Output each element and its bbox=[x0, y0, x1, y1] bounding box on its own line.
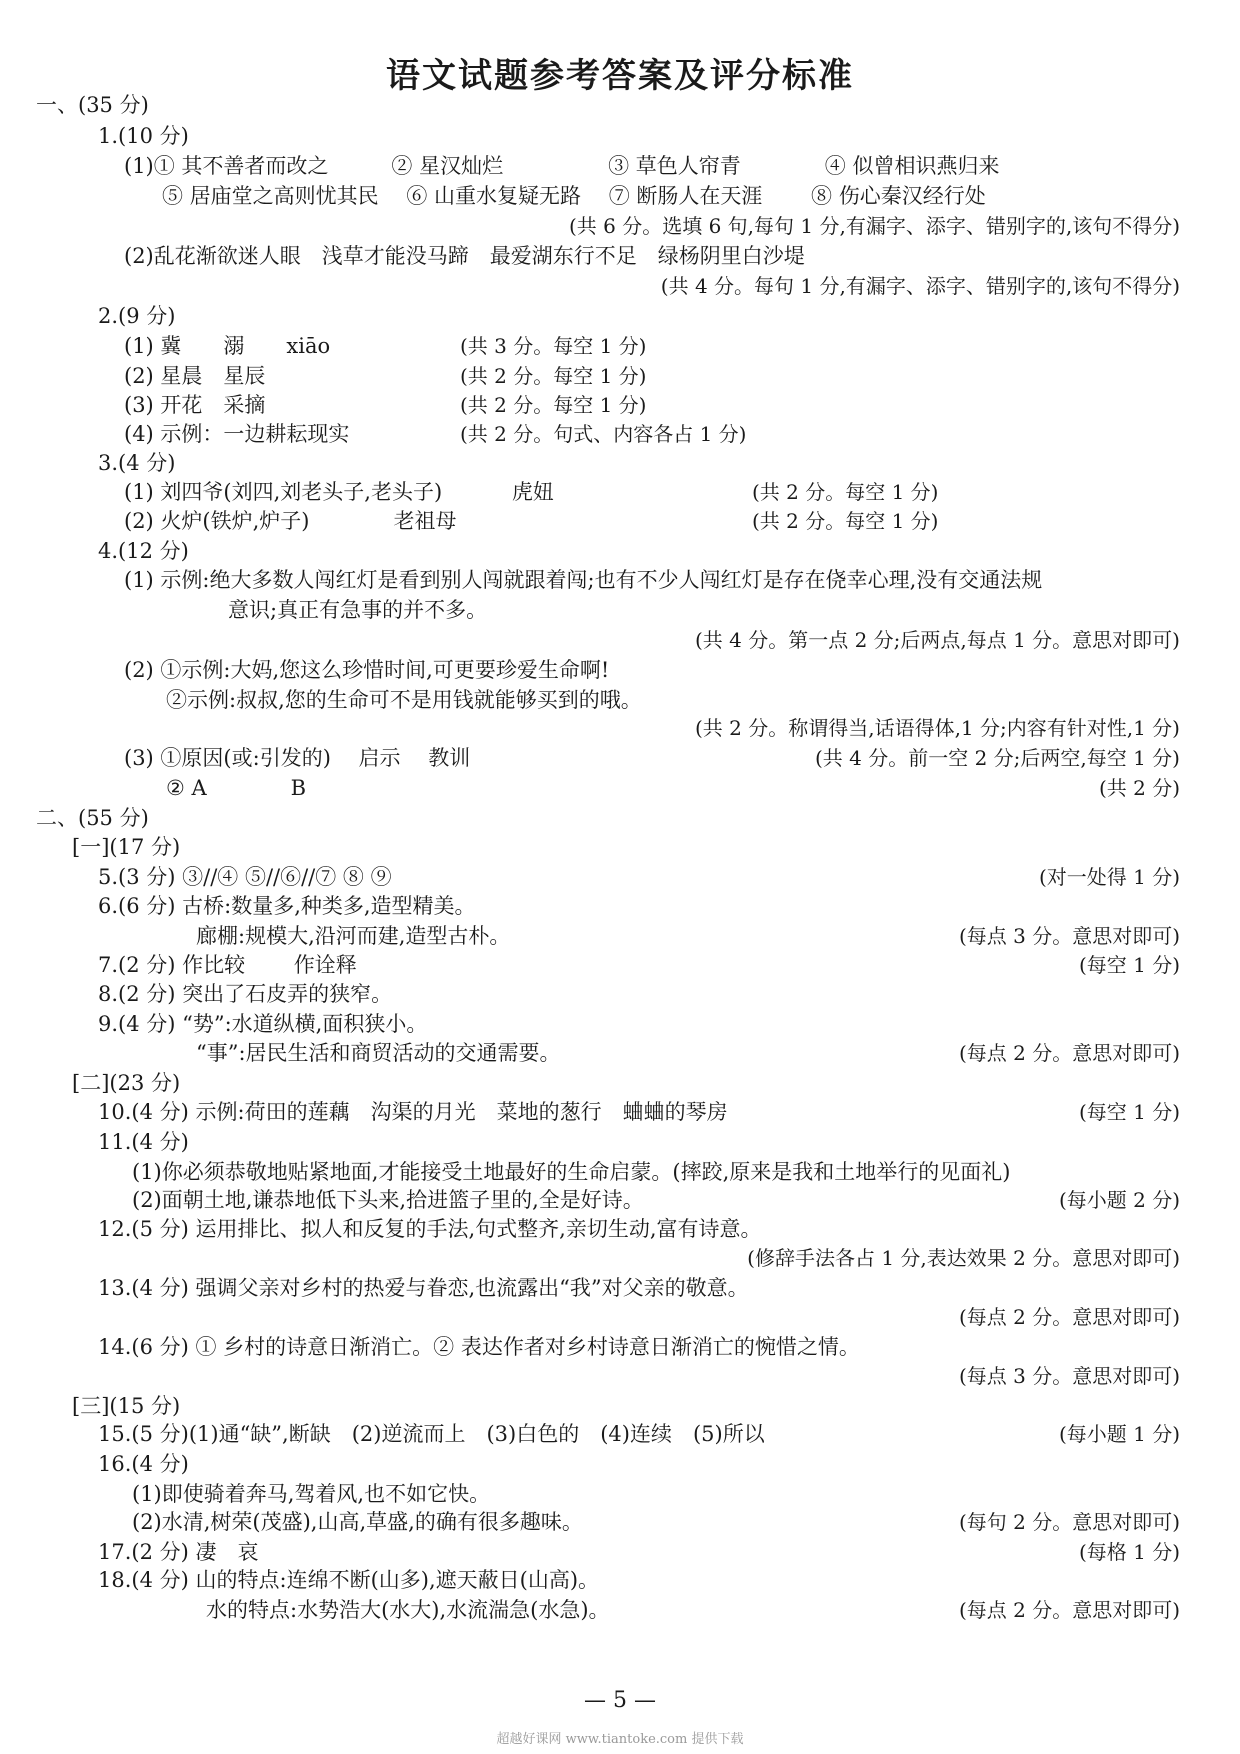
answer-line: (2) 星晨 星辰 bbox=[124, 364, 266, 388]
answer-line: 6.(6 分) 古桥:数量多,种类多,造型精美。 bbox=[98, 894, 476, 918]
answer-line: 3.(4 分) bbox=[98, 451, 176, 475]
scoring-note: (每空 1 分) bbox=[1078, 1100, 1180, 1124]
scoring-note: (每点 2 分。意思对即可) bbox=[958, 1598, 1180, 1622]
scoring-note: (每点 3 分。意思对即可) bbox=[958, 1364, 1180, 1388]
answer-line: (1) 刘四爷(刘四,刘老头子,老头子) 虎妞 bbox=[124, 480, 554, 504]
answer-line: (2)水清,树荣(茂盛),山高,草盛,的确有很多趣味。 bbox=[132, 1510, 583, 1534]
answer-line: 13.(4 分) 强调父亲对乡村的热爱与眷恋,也流露出“我”对父亲的敬意。 bbox=[98, 1276, 749, 1300]
answer-line: (4) 示例：一边耕耘现实 bbox=[124, 422, 350, 446]
scoring-note: (每点 2 分。意思对即可) bbox=[958, 1305, 1180, 1329]
scoring-note: (共 2 分。每空 1 分) bbox=[460, 364, 647, 388]
answer-line: 11.(4 分) bbox=[98, 1130, 189, 1154]
answer-line: (3) 开花 采摘 bbox=[124, 393, 266, 417]
answer-line: (2) ①示例:大妈,您这么珍惜时间,可更要珍爱生命啊! bbox=[124, 658, 610, 682]
scoring-note: (每句 2 分。意思对即可) bbox=[958, 1510, 1180, 1534]
answer-line: (3) ①原因(或:引发的) 启示 教训 bbox=[124, 746, 471, 770]
page-number: — 5 — bbox=[584, 1688, 656, 1713]
answer-line: (2)面朝土地,谦恭地低下头来,拾进篮子里的,全是好诗。 bbox=[132, 1188, 644, 1212]
answer-line: (1) 冀 溺 xiāo bbox=[124, 334, 331, 358]
scoring-note: (共 6 分。选填 6 句,每句 1 分,有漏字、添字、错别字的,该句不得分) bbox=[569, 214, 1180, 238]
answer-line: ⑤ 居庙堂之高则忧其民 ⑥ 山重水复疑无路 ⑦ 断肠人在天涯 ⑧ 伤心秦汉经行处 bbox=[162, 184, 986, 208]
scoring-note: (共 2 分。称谓得当,话语得体,1 分;内容有针对性,1 分) bbox=[694, 716, 1180, 740]
answer-line: (1)你必须恭敬地贴紧地面,才能接受土地最好的生命启蒙。(摔跤,原来是我和土地举行的见面礼) bbox=[132, 1160, 1011, 1184]
scoring-note: (每小题 1 分) bbox=[1058, 1422, 1180, 1446]
answer-line: 水的特点:水势浩大(水大),水流湍急(水急)。 bbox=[206, 1598, 610, 1622]
answer-line: 二、(55 分) bbox=[36, 806, 149, 830]
answer-line: 8.(2 分) 突出了石皮弄的狭窄。 bbox=[98, 982, 393, 1006]
scoring-note: (每空 1 分) bbox=[1078, 953, 1180, 977]
scoring-note: (共 4 分。前一空 2 分;后两空,每空 1 分) bbox=[814, 746, 1180, 770]
scoring-note: (每格 1 分) bbox=[1078, 1540, 1180, 1564]
answer-line: ② A B bbox=[166, 776, 307, 800]
scoring-note: (共 2 分。每空 1 分) bbox=[752, 509, 939, 533]
answer-line: 9.(4 分) “势”:水道纵横,面积狭小。 bbox=[98, 1012, 428, 1036]
scoring-note: (共 2 分) bbox=[1098, 776, 1180, 800]
scoring-note: (共 2 分。句式、内容各占 1 分) bbox=[460, 422, 747, 446]
answer-line: 18.(4 分) 山的特点:连绵不断(山多),遮天蔽日(山高)。 bbox=[98, 1568, 600, 1592]
scoring-note: (每点 3 分。意思对即可) bbox=[958, 924, 1180, 948]
answer-line: (2) 火炉(铁炉,炉子) 老祖母 bbox=[124, 509, 457, 533]
answer-line: 7.(2 分) 作比较 作诠释 bbox=[98, 953, 357, 977]
answer-line: 10.(4 分) 示例:荷田的莲藕 沟渠的月光 菜地的葱行 蛐蛐的琴房 bbox=[98, 1100, 728, 1124]
answer-line: 5.(3 分) ③//④ ⑤//⑥//⑦ ⑧ ⑨ bbox=[98, 865, 392, 889]
answer-line: 意识;真正有急事的并不多。 bbox=[228, 598, 488, 622]
answer-line: (2)乱花渐欲迷人眼 浅草才能没马蹄 最爱湖东行不足 绿杨阴里白沙堤 bbox=[124, 244, 805, 268]
answer-line: 12.(5 分) 运用排比、拟人和反复的手法,句式整齐,亲切生动,富有诗意。 bbox=[98, 1217, 762, 1241]
scoring-note: (共 4 分。第一点 2 分;后两点,每点 1 分。意思对即可) bbox=[694, 628, 1180, 652]
answer-line: 15.(5 分)(1)通“缺”,断缺 (2)逆流而上 (3)白色的 (4)连续 (5)所以 bbox=[98, 1422, 765, 1446]
answer-line: 16.(4 分) bbox=[98, 1452, 189, 1476]
scoring-note: (共 4 分。每句 1 分,有漏字、添字、错别字的,该句不得分) bbox=[660, 274, 1180, 298]
answer-line: “事”:居民生活和商贸活动的交通需要。 bbox=[196, 1041, 561, 1065]
scoring-note: (每点 2 分。意思对即可) bbox=[958, 1041, 1180, 1065]
answer-line: (1)即使骑着奔马,驾着风,也不如它快。 bbox=[132, 1482, 491, 1506]
answer-line: 廊棚:规模大,沿河而建,造型古朴。 bbox=[196, 924, 511, 948]
answer-line: 14.(6 分) ① 乡村的诗意日渐消亡。② 表达作者对乡村诗意日渐消亡的惋惜之情。 bbox=[98, 1335, 860, 1359]
answer-line: (1) 示例:绝大多数人闯红灯是看到别人闯就跟着闯;也有不少人闯红灯是存在侥幸心理,没有交通法规 bbox=[124, 568, 1043, 592]
answer-line: [一](17 分) bbox=[72, 835, 181, 859]
scoring-note: (每小题 2 分) bbox=[1058, 1188, 1180, 1212]
scoring-note: (共 2 分。每空 1 分) bbox=[460, 393, 647, 417]
answer-line: (1)① 其不善者而改之 ② 星汉灿烂 ③ 草色人帘青 ④ 似曾相识燕归来 bbox=[124, 154, 1000, 178]
scoring-note: (共 2 分。每空 1 分) bbox=[752, 480, 939, 504]
page-title: 语文试题参考答案及评分标准 bbox=[386, 56, 854, 96]
answer-line: [二](23 分) bbox=[72, 1071, 181, 1095]
answer-line: ②示例:叔叔,您的生命可不是用钱就能够买到的哦。 bbox=[166, 688, 642, 712]
answer-line: 4.(12 分) bbox=[98, 539, 189, 563]
answer-line: 一、(35 分) bbox=[36, 93, 149, 117]
scoring-note: (共 3 分。每空 1 分) bbox=[460, 334, 647, 358]
answer-line: 17.(2 分) 凄 哀 bbox=[98, 1540, 259, 1564]
answer-line: 1.(10 分) bbox=[98, 124, 189, 148]
answer-line: 2.(9 分) bbox=[98, 304, 176, 328]
watermark-text: 超越好课网 www.tiantoke.com 提供下载 bbox=[496, 1732, 744, 1747]
scoring-note: (修辞手法各占 1 分,表达效果 2 分。意思对即可) bbox=[747, 1246, 1180, 1270]
scoring-note: (对一处得 1 分) bbox=[1038, 865, 1180, 889]
answer-line: [三](15 分) bbox=[72, 1394, 181, 1418]
